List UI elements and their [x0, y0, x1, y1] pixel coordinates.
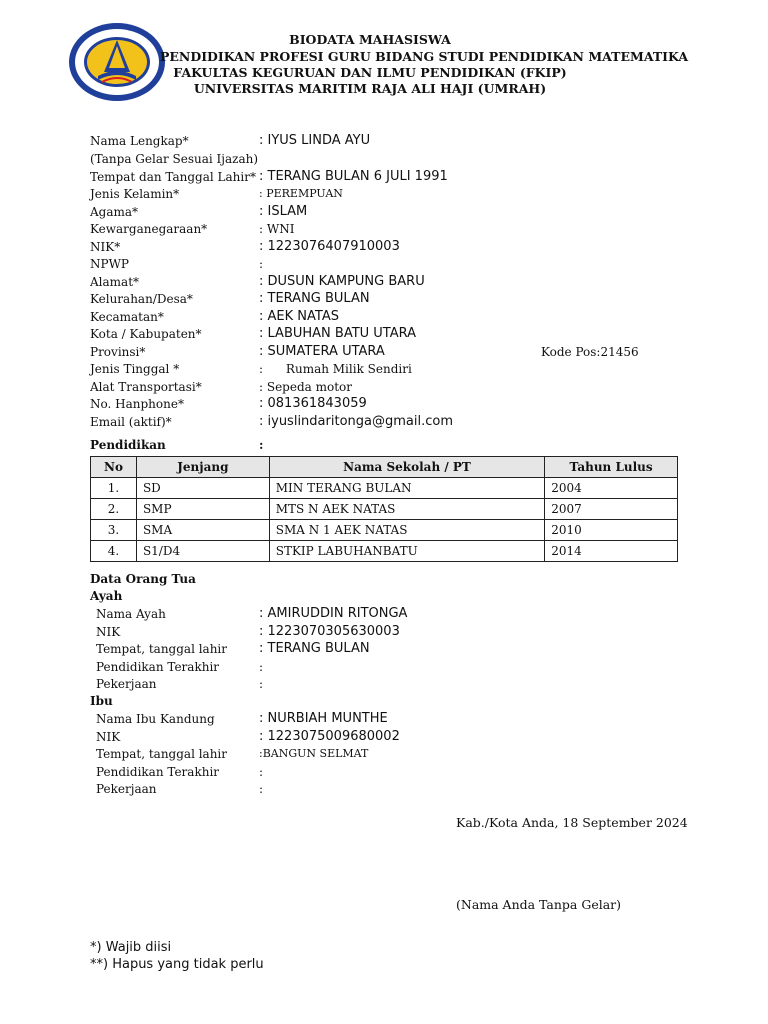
- column-header: Tahun Lulus: [545, 457, 678, 478]
- parent-value: : 1223070305630003: [259, 624, 400, 639]
- header-university: UNIVERSITAS MARITIM RAJA ALI HAJI (UMRAH): [193, 81, 547, 96]
- section-title-orang-tua: Data Orang Tua: [90, 572, 196, 586]
- biodata-label: Provinsi*: [90, 345, 146, 359]
- table-row: [91, 499, 678, 520]
- table-cell: 3.: [91, 520, 137, 541]
- biodata-value: : TERANG BULAN 6 JULI 1991: [259, 169, 448, 184]
- parent-value: : TERANG BULAN: [259, 641, 370, 656]
- table-cell: MTS N AEK NATAS: [269, 499, 544, 520]
- biodata-label: (Tanpa Gelar Sesuai Ijazah): [90, 152, 259, 166]
- biodata-value: : WNI: [259, 222, 295, 236]
- note-required: *) Wajib diisi: [90, 940, 172, 955]
- biodata-label: NPWP: [90, 257, 129, 271]
- biodata-value: : iyuslindaritonga@gmail.com: [259, 414, 453, 429]
- column-header: Jenjang: [136, 457, 269, 478]
- parent-label: Nama Ayah: [96, 607, 166, 621]
- table-cell: 2007: [545, 499, 678, 520]
- signature-name: (Nama Anda Tanpa Gelar): [456, 897, 622, 912]
- table-cell: STKIP LABUHANBATU: [269, 541, 544, 562]
- table-cell: MIN TERANG BULAN: [269, 478, 544, 499]
- table-cell: 2.: [91, 499, 137, 520]
- biodata-label: Email (aktif)*: [90, 415, 172, 429]
- biodata-label: Jenis Tinggal *: [90, 362, 180, 376]
- table-cell: SMA: [136, 520, 269, 541]
- biodata-value: : LABUHAN BATU UTARA: [259, 326, 417, 341]
- biodata-label: Agama*: [90, 205, 139, 219]
- table-cell: S1/D4: [136, 541, 269, 562]
- parent-label: NIK: [96, 730, 121, 744]
- table-cell: SMA N 1 AEK NATAS: [269, 520, 544, 541]
- biodata-label: Kelurahan/Desa*: [90, 292, 193, 306]
- biodata-value: : DUSUN KAMPUNG BARU: [259, 274, 425, 289]
- biodata-value: : TERANG BULAN: [259, 291, 370, 306]
- biodata-label: No. Hanphone*: [90, 397, 184, 411]
- table-cell: 2004: [545, 478, 678, 499]
- biodata-label: Jenis Kelamin*: [90, 187, 180, 201]
- biodata-label: Alamat*: [90, 275, 140, 289]
- parent-label: NIK: [96, 625, 121, 639]
- subsection-title-ibu: Ibu: [90, 694, 113, 708]
- biodata-value: : PEREMPUAN: [259, 187, 343, 200]
- parent-label: Pendidikan Terakhir: [96, 660, 220, 674]
- biodata-value: : IYUS LINDA AYU: [259, 133, 371, 148]
- biodata-value: : SUMATERA UTARA: [259, 344, 385, 359]
- table-cell: 1.: [91, 478, 137, 499]
- biodata-value: : AEK NATAS: [259, 309, 339, 324]
- parent-label: Pendidikan Terakhir: [96, 765, 220, 779]
- biodata-value: : ISLAM: [259, 204, 308, 219]
- parent-label: Tempat, tanggal lahir: [96, 747, 228, 761]
- signature-place-date: Kab./Kota Anda, 18 September 2024: [456, 815, 688, 830]
- header-faculty: FAKULTAS KEGURUAN DAN ILMU PENDIDIKAN (FKIP): [173, 65, 567, 80]
- biodata-label: Kota / Kabupaten*: [90, 327, 202, 341]
- parent-value: : NURBIAH MUNTHE: [259, 711, 388, 726]
- table-cell: SD: [136, 478, 269, 499]
- section-title-pendidikan: Pendidikan: [90, 438, 166, 452]
- parent-value: : 1223075009680002: [259, 729, 400, 744]
- kode-pos: Kode Pos:21456: [541, 345, 639, 359]
- table-row: [91, 520, 678, 541]
- header-title: BIODATA MAHASISWA: [289, 32, 451, 47]
- biodata-label: NIK*: [90, 240, 121, 254]
- column-header: Nama Sekolah / PT: [269, 457, 544, 478]
- biodata-value: :: [259, 257, 264, 271]
- table-row: [91, 478, 678, 499]
- subsection-title-ayah: Ayah: [90, 589, 123, 603]
- university-logo: [68, 22, 166, 102]
- table-header-row: [91, 457, 678, 478]
- biodata-label: Nama Lengkap*: [90, 134, 189, 148]
- biodata-value: : Sepeda motor: [259, 380, 352, 394]
- note-delete: **) Hapus yang tidak perlu: [90, 957, 264, 972]
- parent-value: :: [259, 782, 264, 796]
- biodata-value: : 1223076407910003: [259, 239, 400, 254]
- parent-value: :: [259, 677, 264, 691]
- header-program: PENDIDIKAN PROFESI GURU BIDANG STUDI PENDIDIKAN MATEMATIKA: [160, 49, 689, 64]
- biodata-value: : Rumah Milik Sendiri: [259, 362, 412, 376]
- biodata-label: Kewarganegaraan*: [90, 222, 208, 236]
- biodata-value: : 081361843059: [259, 396, 367, 411]
- parent-label: Nama Ibu Kandung: [96, 712, 215, 726]
- biodata-label: Alat Transportasi*: [90, 380, 202, 394]
- table-cell: SMP: [136, 499, 269, 520]
- column-header: No: [91, 457, 137, 478]
- table-cell: 2014: [545, 541, 678, 562]
- education-table: [90, 456, 678, 562]
- parent-value: :: [259, 765, 264, 779]
- pendidikan-colon: :: [259, 438, 264, 452]
- parent-value: : AMIRUDDIN RITONGA: [259, 606, 408, 621]
- table-cell: 4.: [91, 541, 137, 562]
- parent-label: Pekerjaan: [96, 677, 157, 691]
- table-cell: 2010: [545, 520, 678, 541]
- parent-value: :BANGUN SELMAT: [259, 747, 369, 760]
- biodata-label: Kecamatan*: [90, 310, 164, 324]
- table-row: [91, 541, 678, 562]
- parent-value: :: [259, 660, 264, 674]
- parent-label: Tempat, tanggal lahir: [96, 642, 228, 656]
- parent-label: Pekerjaan: [96, 782, 157, 796]
- biodata-label: Tempat dan Tanggal Lahir*: [90, 170, 256, 184]
